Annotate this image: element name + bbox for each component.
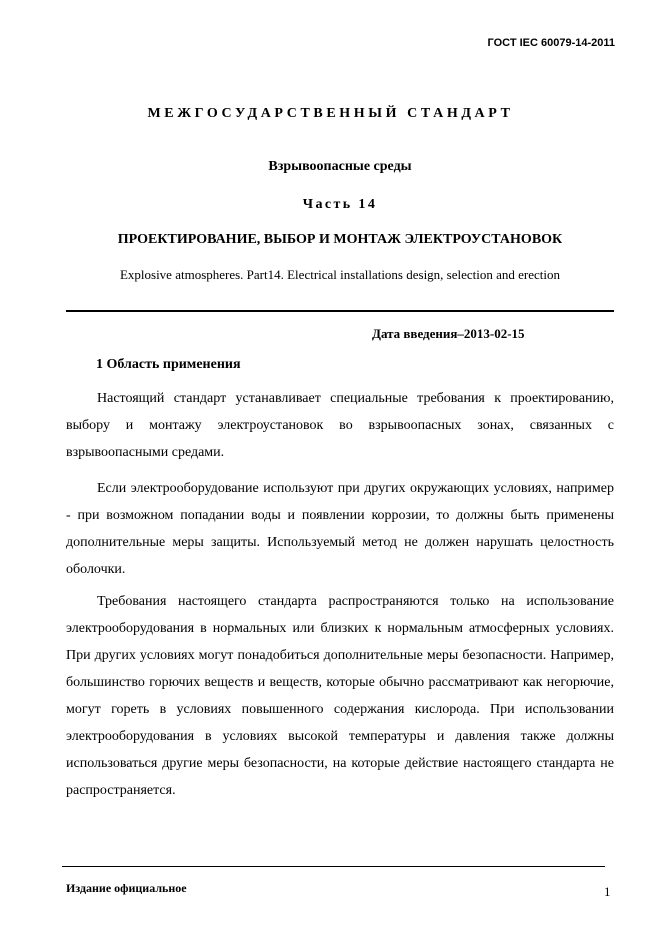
part-label: Часть 14 — [302, 197, 378, 212]
introduction-date: Дата введения–2013-02-15 — [372, 326, 525, 341]
subtitle: Взрывоопасные среды — [268, 159, 412, 174]
section-heading: 1 Область применения — [96, 357, 241, 372]
paragraph-3: Требования настоящего стандарта распространяются только на использование электрооборудования в нормальных или близких к нормальным атмосферных условиях. При других условиях могут понадобиться дополнительные меры безопасности. Например, большинство горючих веществ и веществ, которые обычно рассматривают как негорючие, могут гореть в условиях повышенного содержания кислорода. При использовании электрооборудования в условиях высокой температуры и давления также должны использоваться другие меры безопасности, на которые действие настоящего стандарта не распространяется. — [66, 594, 614, 798]
edition-label: Издание официальное — [66, 881, 187, 895]
document-title: ПРОЕКТИРОВАНИЕ, ВЫБОР И МОНТАЖ ЭЛЕКТРОУСТАНОВОК — [117, 232, 563, 247]
main-title: МЕЖГОСУДАРСТВЕННЫЙ СТАНДАРТ — [147, 106, 514, 121]
paragraph-1: Настоящий стандарт устанавливает специальные требования к проектированию, выбору и монтажу электроустановок во взрывоопасных зонах, связанных с взрывоопасными средами. — [66, 391, 614, 460]
document-code: ГОСТ IEC 60079-14-2011 — [487, 37, 615, 49]
header-divider — [66, 310, 614, 312]
english-title: Explosive atmospheres. Part14. Electrical installations design, selection and erection — [119, 267, 561, 282]
page-number: 1 — [604, 884, 611, 899]
paragraph-2: Если электрооборудование используют при других окружающих условиях, например - при возможном попадании воды и появлении коррозии, то должны быть применены дополнительные меры защиты. Используемый метод не должен нарушать целостность оболочки. — [66, 481, 614, 577]
footer-divider — [62, 866, 605, 867]
